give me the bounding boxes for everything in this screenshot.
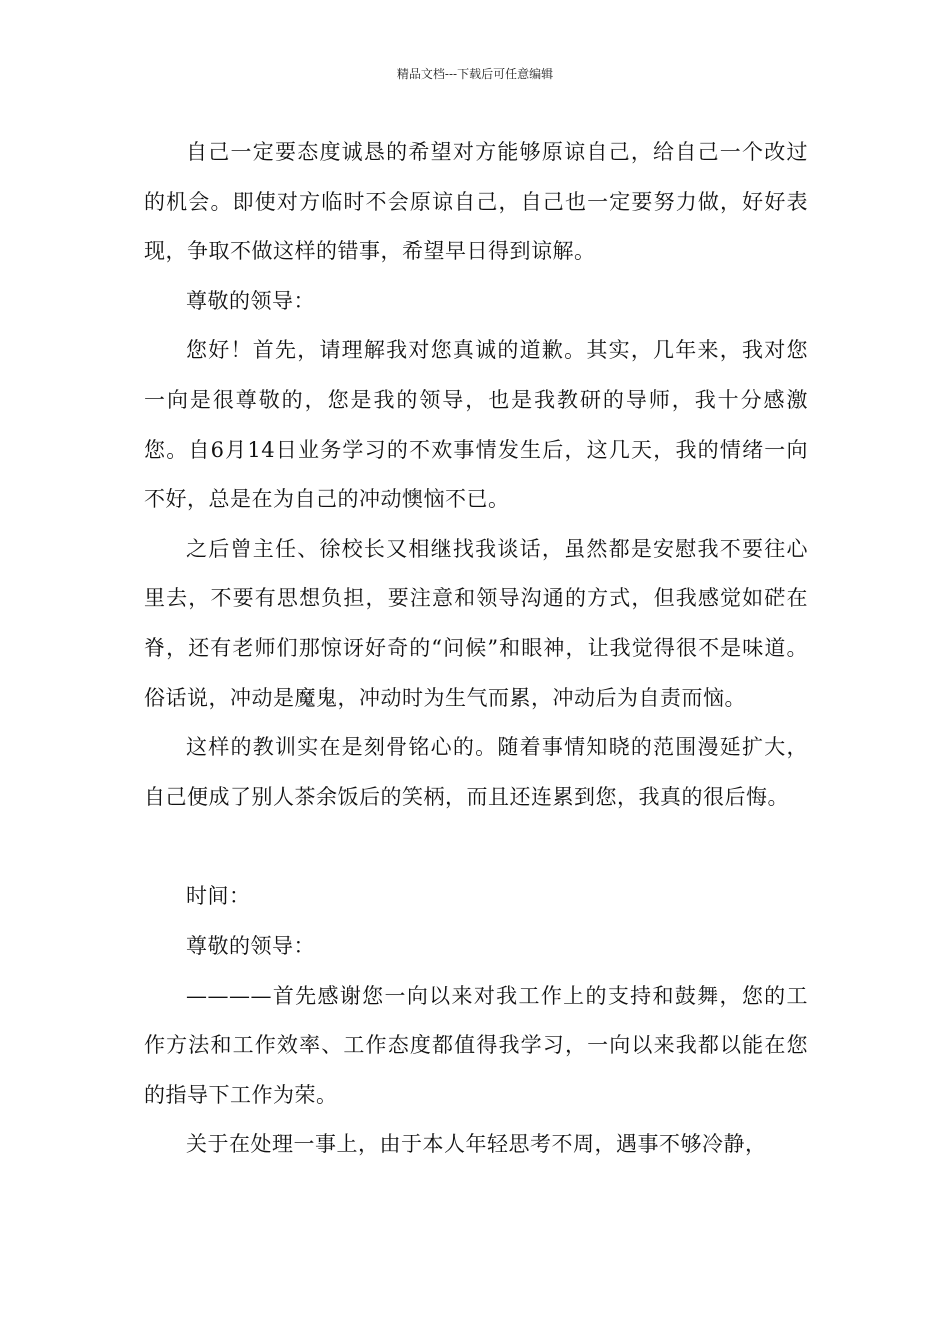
- paragraph-apology-2: 之后曾主任、徐校长又相继找我谈话，虽然都是安慰我不要往心里去，不要有思想负担，要注意和领导沟通的方式，但我感觉如硭在脊，还有老师们那惊讶好奇的“问候”和眼神，让我觉得很不是味道。俗话说，冲动是魔鬼，冲动时为生气而累，冲动后为自责而恼。: [144, 536, 808, 710]
- paragraph-incident: 关于在处理一事上，由于本人年轻思考不周，遇事不够冷静，: [186, 1132, 767, 1157]
- page-header: 精品文档---下载后可任意编辑: [396, 67, 554, 81]
- paragraph-apology-1: 您好！首先，请理解我对您真诚的道歉。其实，几年来，我对您一向是很尊敬的，您是我的领导，也是我教研的导师，我十分感激您。自6月14日业务学习的不欢事情发生后，这几天，我的情绪一向不好，总是在为自己的冲动懊恼不已。: [144, 338, 808, 512]
- salutation-2: 尊敬的领导：: [186, 933, 315, 958]
- date-line: 时间：: [186, 884, 251, 909]
- paragraph-apology-intro: 自己一定要态度诚恳的希望对方能够原谅自己，给自己一个改过的机会。即使对方临时不会原谅自己，自己也一定要努力做，好好表现，争取不做这样的错事，希望早日得到谅解。: [144, 140, 808, 264]
- section-gap: [144, 822, 808, 872]
- paragraph-thanks: ————首先感谢您一向以来对我工作上的支持和鼓舞，您的工作方法和工作效率、工作态度都值得我学习，一向以来我都以能在您的指导下工作为荣。: [144, 983, 808, 1107]
- salutation-1: 尊敬的领导：: [186, 288, 315, 313]
- paragraph-apology-3: 这样的教训实在是刻骨铭心的。随着事情知晓的范围漫延扩大，自己便成了别人茶余饭后的笑柄，而且还连累到您，我真的很后悔。: [144, 735, 808, 809]
- document-body: [144, 128, 808, 1170]
